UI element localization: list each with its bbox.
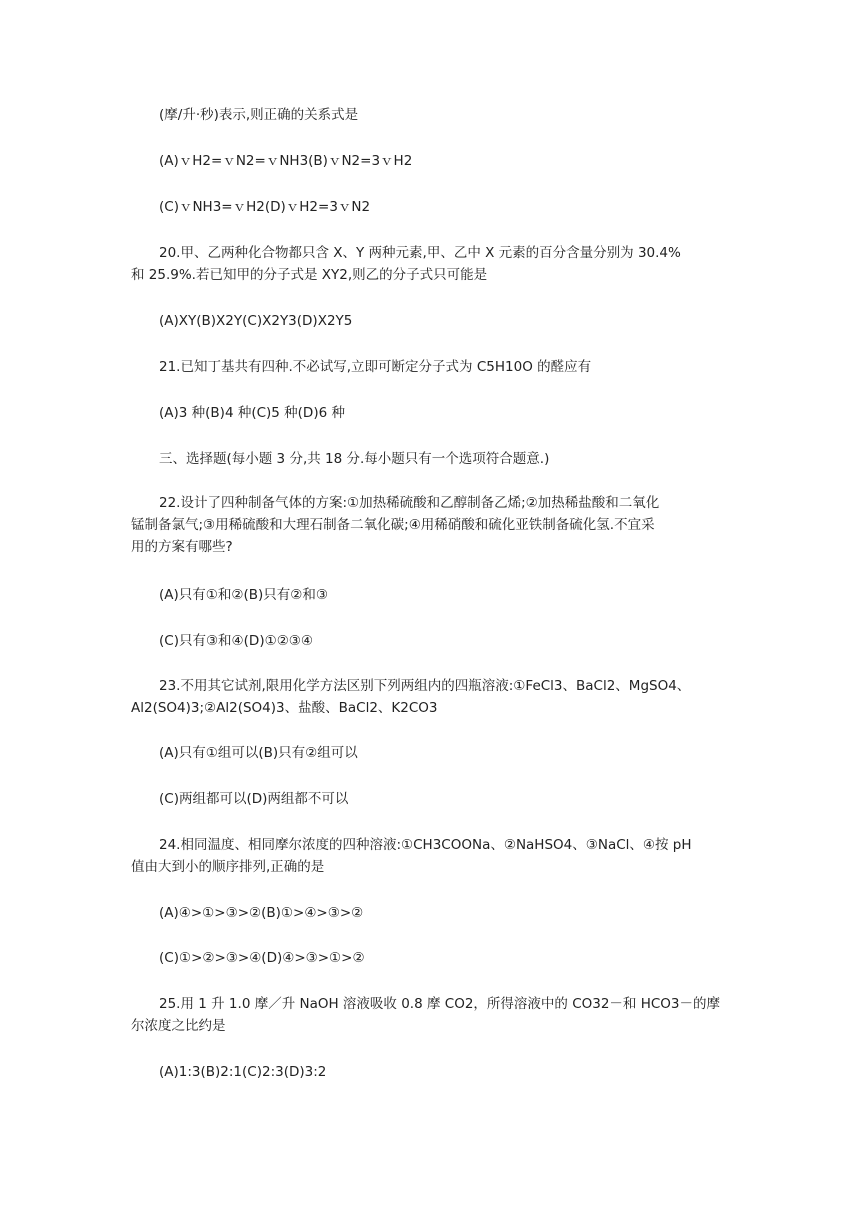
question-24-line-1: 24.相同温度、相同摩尔浓度的四种溶液:①CH3COONa、②NaHSO4、③NaCl、④按 pH: [159, 837, 692, 853]
question-25-options: (A)1:3(B)2:1(C)2:3(D)3:2: [159, 1064, 327, 1080]
question-21-options: (A)3 种(B)4 种(C)5 种(D)6 种: [159, 405, 345, 421]
question-24: [131, 834, 734, 878]
question-20-options: (A)XY(B)X2Y(C)X2Y3(D)X2Y5: [159, 313, 353, 329]
question-23: [131, 675, 734, 719]
question-19-options-cd: (C)ｖNH3=ｖH2(D)ｖH2=3ｖN2: [159, 199, 371, 215]
question-20-line-2: 和 25.9%.若已知甲的分子式是 XY2,则乙的分子式只可能是: [131, 267, 488, 283]
question-24-options-ab: (A)④>①>③>②(B)①>④>③>②: [159, 905, 364, 921]
question-23-options-cd: (C)两组都可以(D)两组都不可以: [159, 791, 349, 807]
question-23-options-ab: (A)只有①组可以(B)只有②组可以: [159, 745, 358, 761]
question-25-line-1: 25.用 1 升 1.0 摩／升 NaOH 溶液吸收 0.8 摩 CO2，所得溶液中的 CO32－和 HCO3－的摩: [159, 996, 721, 1012]
question-22-options-ab: (A)只有①和②(B)只有②和③: [159, 587, 328, 603]
question-22: [131, 492, 734, 558]
question-22-options-cd: (C)只有③和④(D)①②③④: [159, 633, 314, 649]
question-22-line-1: 22.设计了四种制备气体的方案:①加热稀硫酸和乙醇制备乙烯;②加热稀盐酸和二氧化: [159, 495, 660, 511]
question-22-line-3: 用的方案有哪些?: [131, 539, 233, 555]
question-22-line-2: 锰制备氯气;③用稀硫酸和大理石制备二氧化碳;④用稀硝酸和硫化亚铁制备硫化氢.不宜采: [131, 517, 655, 533]
question-19-options-ab: (A)ｖH2=ｖN2=ｖNH3(B)ｖN2=3ｖH2: [159, 153, 413, 169]
question-21: 21.已知丁基共有四种.不必试写,立即可断定分子式为 C5H10O 的醛应有: [159, 359, 592, 375]
question-24-options-cd: (C)①>②>③>④(D)④>③>①>②: [159, 950, 365, 966]
question-20: [131, 242, 734, 286]
question-19-continuation: (摩/升·秒)表示,则正确的关系式是: [159, 107, 359, 123]
question-20-line-1: 20.甲、乙两种化合物都只含 X、Y 两种元素,甲、乙中 X 元素的百分含量分别为 30.4%: [159, 245, 681, 261]
question-23-line-2: Al2(SO4)3;②Al2(SO4)3、盐酸、BaCl2、K2CO3: [131, 700, 438, 716]
question-24-line-2: 值由大到小的顺序排列,正确的是: [131, 859, 325, 875]
question-25-line-2: 尔浓度之比约是: [131, 1018, 226, 1034]
question-25: [131, 993, 734, 1037]
section-3-heading: 三、选择题(每小题 3 分,共 18 分.每小题只有一个选项符合题意.): [159, 451, 550, 467]
question-23-line-1: 23.不用其它试剂,限用化学方法区别下列两组内的四瓶溶液:①FeCl3、BaCl2、MgSO4、: [159, 678, 691, 694]
